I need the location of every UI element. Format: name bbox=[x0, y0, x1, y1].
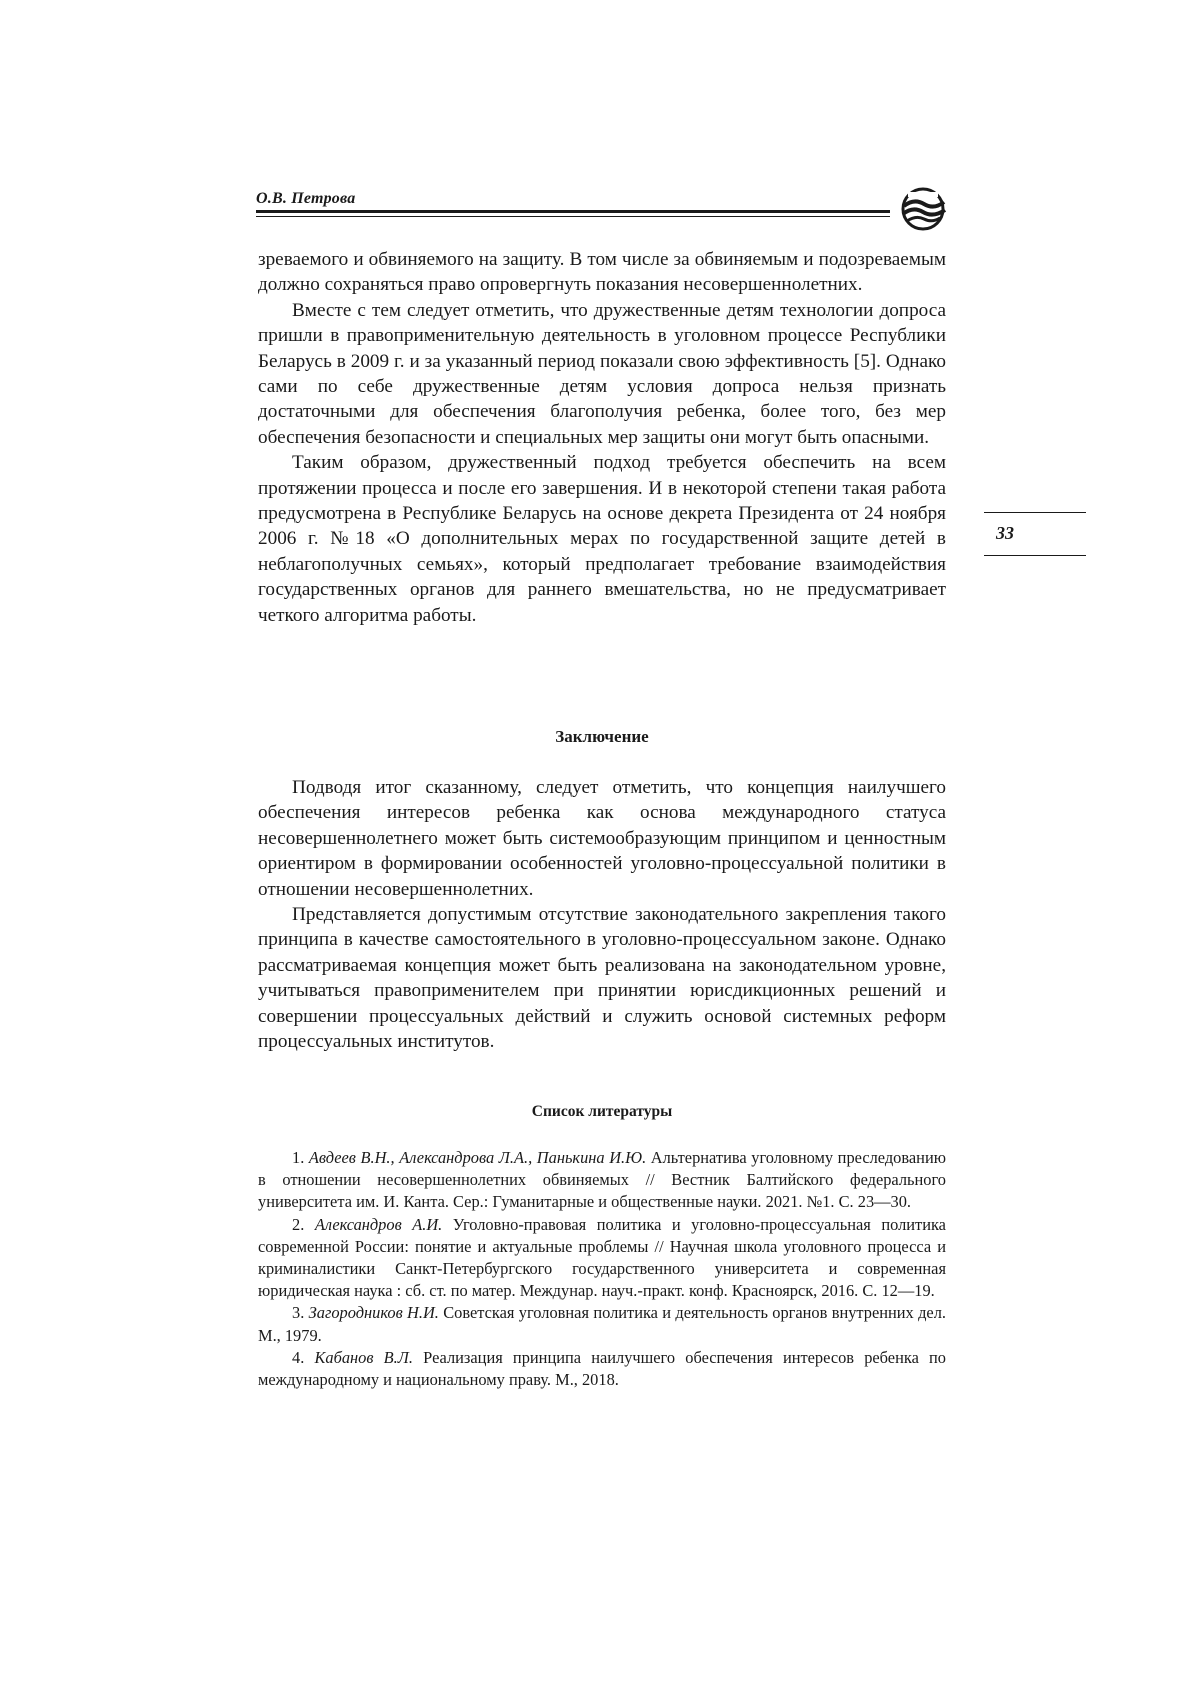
intro-paragraph-1: зреваемого и обвиняемого на защиту. В том числе за обвиняемым и подозреваемым должно сохраняться право опровергнуть показания несовершеннолетних. bbox=[258, 249, 946, 296]
intro-paragraph-3: Таким образом, дружественный подход требуется обеспечить на всем протяжении процесса и после его завершения. И в некоторой степени такая работа предусмотрена в Республике Беларусь на основе декрета Президента от 24 ноября 2006 г. №18 «О дополнительных мерах по государственной защите детей в неблагополучных семьях», который предполагает требование взаимодействия государственных органов для раннего вмешательства, но не предусматривает четкого алгоритма работы. bbox=[258, 452, 946, 626]
running-header-author: О.В. Петрова bbox=[256, 190, 356, 207]
reference-text: Советская уголовная политика и деятельность органов внутренних дел. М., 1979. bbox=[258, 1303, 946, 1345]
header-rule-thin bbox=[256, 216, 890, 217]
reference-item bbox=[258, 1214, 946, 1303]
reference-number: 2. bbox=[292, 1214, 305, 1234]
reference-item bbox=[258, 1302, 946, 1346]
reference-number: 1. bbox=[292, 1148, 305, 1167]
reference-text: Реализация принципа наилучшего обеспечения интересов ребенка по международному и национальному праву. М., 2018. bbox=[258, 1347, 946, 1390]
reference-authors: Кабанов В.Л. bbox=[314, 1347, 413, 1367]
reference-item bbox=[258, 1147, 946, 1214]
intro-paragraph-2: Вместе с тем следует отметить, что дружественные детям технологии допроса пришли в правоприменительную деятельность в уголовном процессе Республики Беларусь в 2009 г. и за указанный период показали свою эффективность [5]. Однако сами по себе дружественные детям условия допроса нельзя признать достаточными для обеспечения благополучия ребенка, более того, без мер обеспечения безопасности и специальных мер защиты они могут быть опасными. bbox=[258, 299, 946, 448]
reference-text: Уголовно-правовая политика и уголовно-процессуальная политика современной России: понятие и актуальные проблемы // Научная школа уголовного процесса и криминалистики Санкт-Петербургского государственного университета и современная юридическая наука : сб. ст. по матер. Междунар. науч.-практ. конф. Красноярск, 2016. С. 12—19. bbox=[258, 1214, 946, 1301]
reference-authors: Александров А.И. bbox=[314, 1214, 443, 1234]
intro-text bbox=[258, 247, 946, 628]
reference-item bbox=[258, 1347, 946, 1391]
section-heading-references: Список литературы bbox=[531, 1103, 673, 1120]
section-heading-conclusion: Заключение bbox=[555, 727, 649, 746]
conclusion-paragraph-1: Подводя итог сказанному, следует отметить, что концепция наилучшего обеспечения интересов ребенка как основа международного статуса несовершеннолетнего может быть системообразующим принципом и ценностным ориентиром в формировании особенностей уголовно-процессуальной политики в отношении несовершеннолетних. bbox=[258, 777, 946, 900]
reference-text: Альтернатива уголовному преследованию в отношении несовершеннолетних обвиняемых // Вестник Балтийского федерального университета им. И. Канта. Сер.: Гуманитарные и общественные науки. 2021. №1. С. 23—30. bbox=[258, 1148, 946, 1212]
reference-number: 4. bbox=[292, 1347, 305, 1367]
conclusion-text bbox=[258, 775, 946, 1054]
page-number-box bbox=[984, 512, 1086, 556]
header-rule-thick bbox=[256, 210, 890, 213]
conclusion-paragraph-2: Представляется допустимым отсутствие законодательного закрепления такого принципа в качестве самостоятельного в уголовно-процессуальном законе. Однако рассматриваемая концепция может быть реализована на законодательном уровне, учитываться правоприменителем при принятии юрисдикционных решений и совершении процессуальных действий и служить основой системных реформ процессуальных институтов. bbox=[258, 904, 946, 1053]
reference-list bbox=[258, 1147, 946, 1391]
reference-authors: Авдеев В.Н., Александрова Л.А., Панькина И.Ю. bbox=[308, 1148, 647, 1167]
page-number: 33 bbox=[996, 523, 1014, 543]
reference-authors: Загородников Н.И. bbox=[308, 1303, 439, 1323]
journal-logo-icon bbox=[898, 186, 948, 232]
reference-number: 3. bbox=[292, 1303, 305, 1323]
